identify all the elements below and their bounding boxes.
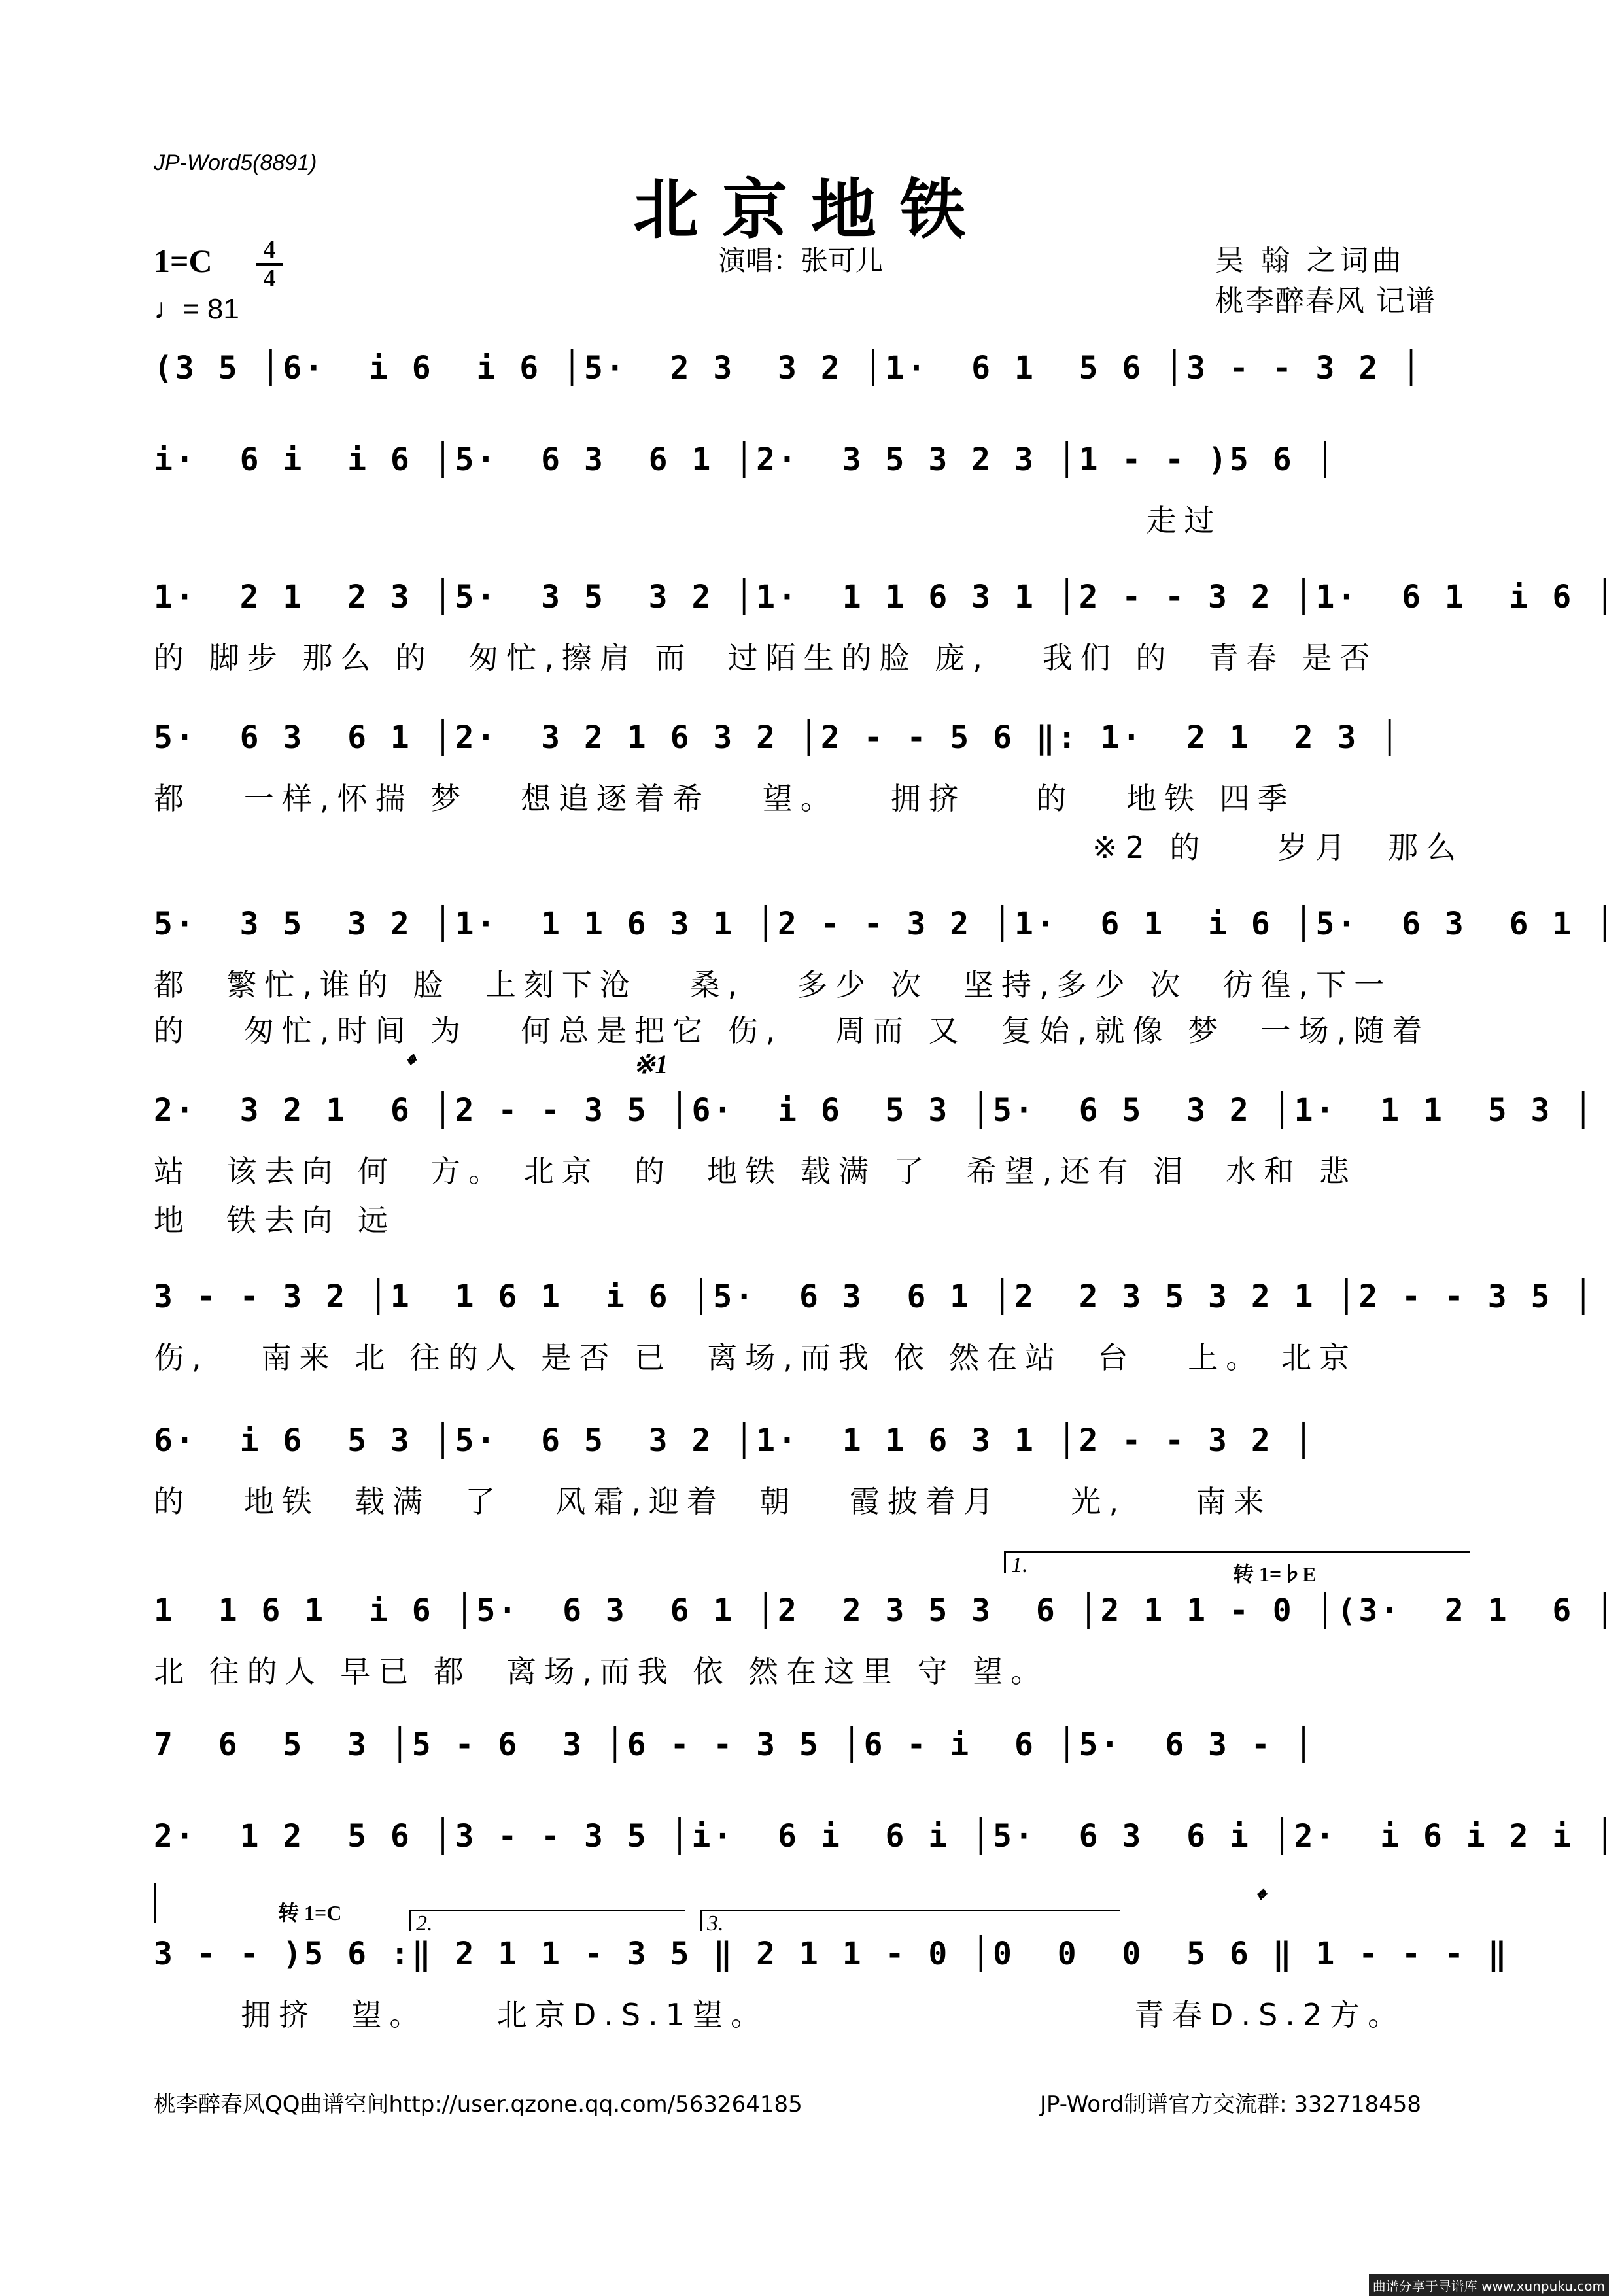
lyric-line-9: 北 往的人 早已 都 离场,而我 依 然在这里 守 望。 <box>154 1654 1049 1689</box>
composer-credit: 吴 翰 之词曲 <box>1215 244 1405 277</box>
lyric-line-5a: 都 繁忙,谁的 脸 上刻下沧 桑, 多少 次 坚持,多少 次 彷徨,下一 <box>154 967 1392 1002</box>
staff-line-6: 2· 3 2 1 6 │2 - - 3 5 │6· i 6 5 3 │5· 6 5 3 2 │1· 1 1 5 3 │ <box>154 1092 1596 1129</box>
lyric-line-4: 都 一样,怀揣 梦 想追逐着希 望。 拥挤 的 地铁 四季 <box>154 781 1296 816</box>
staff-line-11: 2· 1 2 5 6 │3 - - 3 5 │i· 6 i 6 i │5· 6 3 6 i │2· i 6 i 2 i │ <box>154 1818 1617 1855</box>
volta-1-label: 1. <box>1011 1553 1028 1577</box>
system-bracket <box>154 1883 156 1923</box>
staff-line-4: 5· 6 3 6 1 │2· 3 2 1 6 3 2 │2 - - 5 6 ‖: 1· 2 1 2 3 │ <box>154 719 1402 756</box>
song-title: 北京地铁 <box>633 171 989 248</box>
software-label: JP-Word5(8891) <box>154 150 317 175</box>
watermark: 曲谱分享于寻谱库 www.xunpuku.com <box>1369 2274 1609 2296</box>
coda-sign-end: 𝄌 <box>1254 1884 1264 1913</box>
volta-bracket-2 <box>409 1910 685 1936</box>
lyric-line-8: 的 地铁 载满 了 风霜,迎着 朝 霞披着月 光, 南来 <box>154 1484 1272 1519</box>
lyric-line-7: 伤, 南来 北 往的人 是否 已 离场,而我 依 然在站 台 上。 北京 <box>154 1340 1357 1375</box>
coda-sign: 𝄌 <box>404 1050 413 1079</box>
footer-left-text: 桃李醉春风QQ曲谱空间http://user.qzone.qq.com/563264185 <box>154 2091 802 2117</box>
staff-line-5: 5· 3 5 3 2 │1· 1 1 6 3 1 │2 - - 3 2 │1· 6 1 i 6 │5· 6 3 6 1 │ <box>154 906 1617 942</box>
lyric-line-12: 拥挤 望。 北京D.S.1望。 青春D.S.2方。 <box>154 1997 1406 2032</box>
time-top: 4 <box>263 236 276 264</box>
key-signature: 1=C <box>154 243 213 279</box>
staff-line-2: i· 6 i i 6 │5· 6 3 6 1 │2· 3 5 3 2 3 │1 - - )5 6 │ <box>154 441 1337 478</box>
staff-line-7: 3 - - 3 2 │1 1 6 1 i 6 │5· 6 3 6 1 │2 2 3 5 3 2 1 │2 - - 3 5 │ <box>154 1278 1596 1315</box>
staff-line-10: 7 6 5 3 │5 - 6 3 │6 - - 3 5 │6 - i 6 │5· 6 3 - │ <box>154 1726 1316 1763</box>
volta-bracket-3 <box>700 1910 1120 1936</box>
lyric-line-6a: 站 该去向 何 方。 北京 的 地铁 载满 了 希望,还有 泪 水和 悲 <box>154 1154 1357 1189</box>
transcriber-credit: 桃李醉春风 记谱 <box>1215 284 1436 318</box>
key-change-eb: 转 1=♭E <box>1233 1562 1317 1586</box>
segno-sign-1: ※1 <box>633 1050 668 1079</box>
lyric-line-4b: ※2 的 岁月 那么 <box>1092 830 1464 865</box>
key-change-c: 转 1=C <box>278 1901 342 1925</box>
tempo-marking: ♩= 81 <box>154 293 239 325</box>
singer-credit: 演唱：张可儿 <box>718 245 884 277</box>
staff-line-3: 1· 2 1 2 3 │5· 3 5 3 2 │1· 1 1 6 3 1 │2 - - 3 2 │1· 6 1 i 6 │ <box>154 579 1617 615</box>
staff-line-9: 1 1 6 1 i 6 │5· 6 3 6 1 │2 2 3 5 3 6 │2 1 1 - 0 │(3· 2 1 6 │ <box>154 1592 1617 1629</box>
footer-right-text: JP-Word制谱官方交流群: 332718458 <box>1040 2091 1422 2117</box>
lyric-line-5b: 的 匆忙,时间 为 何总是把它 伤, 周而 又 复始,就像 梦 一场,随着 <box>154 1013 1430 1048</box>
staff-line-12: 3 - - )5 6 :‖ 2 1 1 - 3 5 ‖ 2 1 1 - 0 │0 0 0 5 6 ‖ 1 - - - ‖ <box>154 1936 1510 1972</box>
lyric-line-3: 的 脚步 那么 的 匆忙,擦肩 而 过陌生的脸 庞, 我们 的 青春 是否 <box>154 640 1378 676</box>
lyric-line-6b: 地 铁去向 远 <box>154 1203 396 1238</box>
lyric-line-2: 走过 <box>154 503 1222 538</box>
staff-line-1: (3 5 │6· i 6 i 6 │5· 2 3 3 2 │1· 6 1 5 6 │3 - - 3 2 │ <box>154 350 1424 386</box>
volta-2-label: 2. <box>416 1911 433 1936</box>
volta-3-label: 3. <box>707 1911 724 1936</box>
staff-line-8: 6· i 6 5 3 │5· 6 5 3 2 │1· 1 1 6 3 1 │2 - - 3 2 │ <box>154 1422 1316 1459</box>
time-bottom: 4 <box>256 263 283 292</box>
time-signature <box>256 237 283 292</box>
